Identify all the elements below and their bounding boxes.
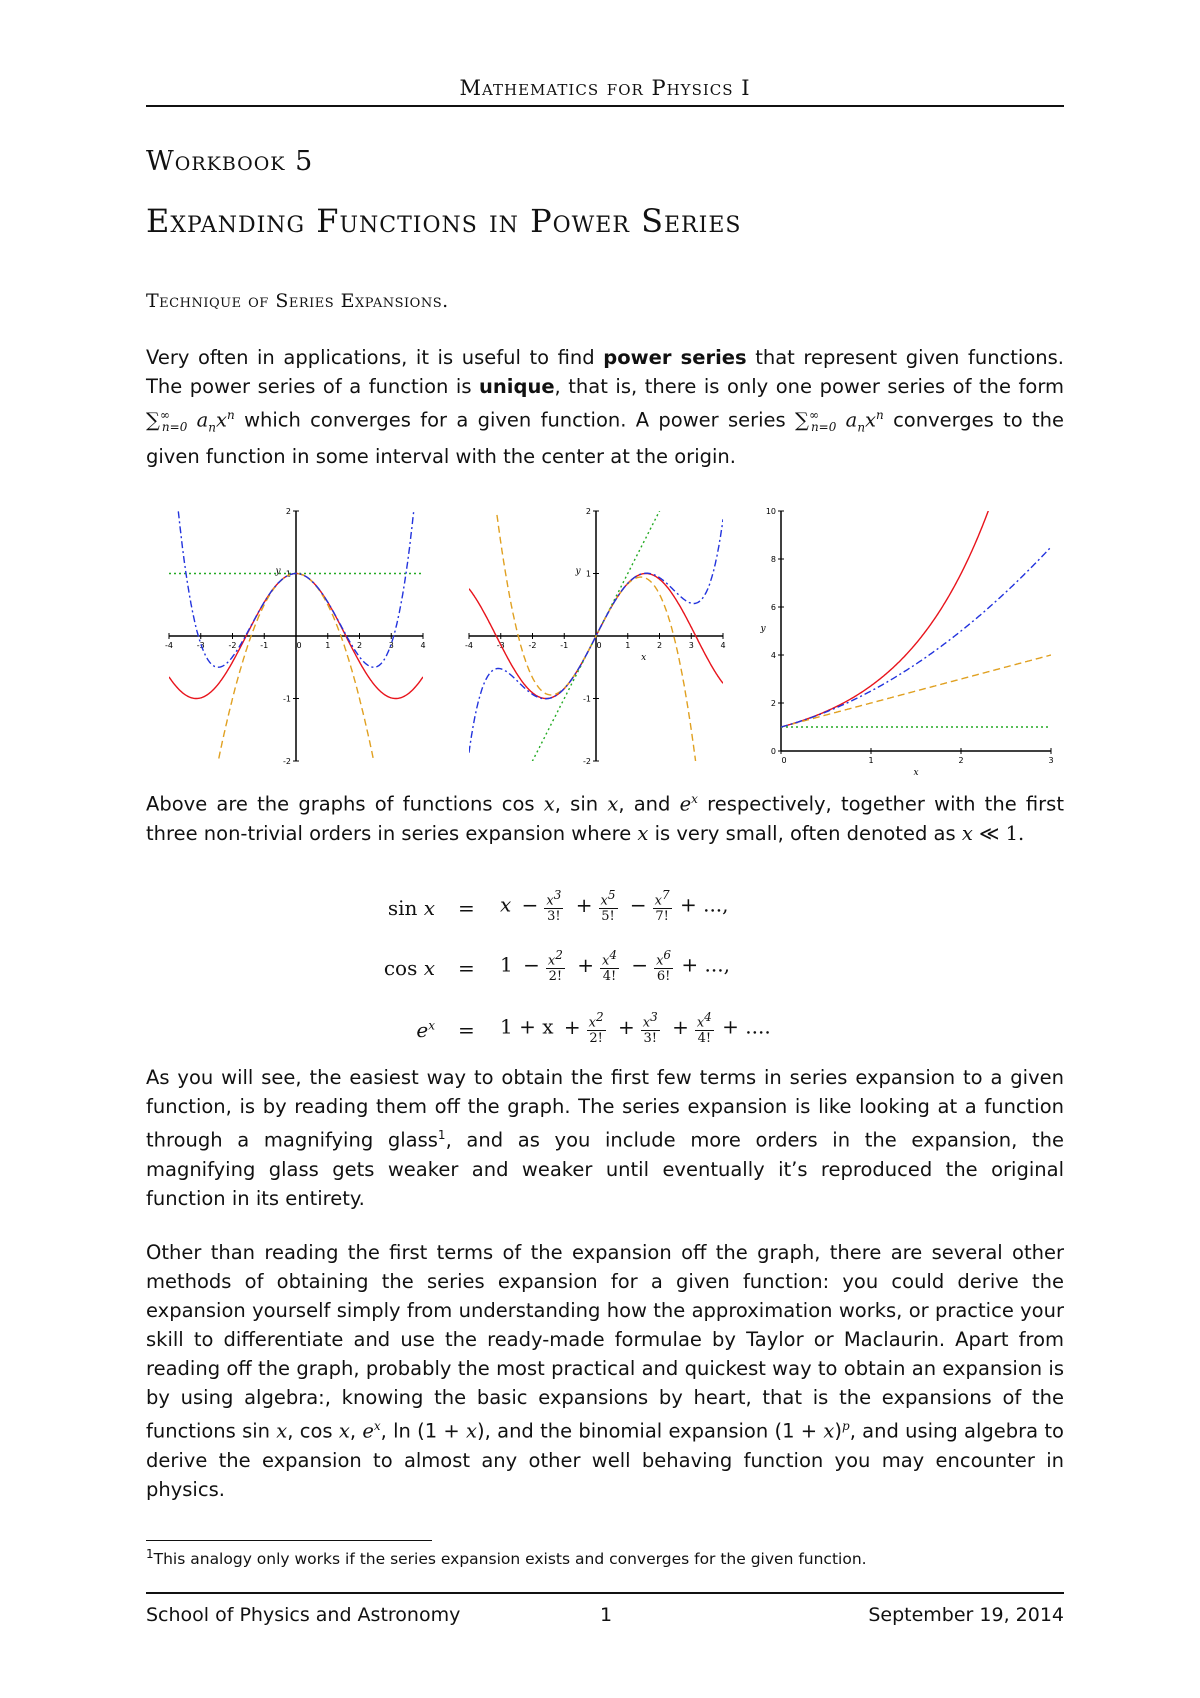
x-tick-label: -2 [228,641,237,650]
y-tick-label: 0 [770,747,776,756]
equation-rhs: 1 − $\frac{x^2}{2!}$ + $\frac{x^4}{4!}$ − $\frac{x^6}{6!}$ + ..., [500,948,730,985]
series-line [781,655,1051,727]
page-title: Expanding Functions in Power Series [146,202,742,240]
equation-exp: $e^x$ = 1 + x + $\frac{x^2}{2!}$ + $\frac{x^3}{3!}$ + $\frac{x^4}{4!}$ + .... [416,1010,771,1047]
y-tick-label: -2 [283,757,291,766]
y-tick-label: -1 [283,694,291,704]
footer-rule [146,1592,1064,1594]
y-tick-label: 1 [585,569,591,579]
x-tick-label: -3 [196,641,205,650]
equation-rhs: x − $\frac{x^3}{3!}$ + $\frac{x^5}{5!}$ − $\frac{x^7}{7!}$ + ..., [500,888,729,925]
x-tick-label: 1 [868,756,874,765]
x-tick-label: 3 [1048,756,1054,765]
x-tick-label: -2 [528,641,537,650]
x-tick-label: 1 [325,641,331,650]
y-tick-label: 8 [770,555,776,564]
cos-graph [161,505,441,775]
x-tick-label: 3 [388,641,394,650]
y-tick-label: 2 [285,507,291,516]
x-tick-label: 3 [688,641,694,650]
x-tick-label: 4 [420,641,426,650]
y-tick-label: 4 [770,651,776,660]
paragraph-magnifying-glass: As you will see, the easiest way to obtain the first few terms in series expansion to a given function, is by reading them off the graph. The series expansion is like looking at a function through a magnifying glass$^1$, and as you include more orders in the expansion, the magnifying glass gets weaker and weaker until eventually it’s reproduced the original function in its entirety. [146,1066,1064,1210]
footer-date: September 19, 2014 [868,1604,1064,1626]
x-tick-label: 1 [625,641,631,650]
x-axis-label: x [913,768,919,778]
y-tick-label: 2 [770,699,776,708]
y-tick-label: 2 [585,507,591,516]
x-axis-label: x [641,653,647,663]
workbook-label: Workbook 5 [146,146,314,177]
x-tick-label: -4 [165,641,173,650]
y-axis-label: y [575,566,581,577]
equation-sin: sin x = x − $\frac{x^3}{3!}$ + $\frac{x^5}{5!}$ − $\frac{x^7}{7!}$ + ..., [387,888,729,925]
running-head: Mathematics for Physics I [459,76,751,100]
footer-institution: School of Physics and Astronomy [146,1604,461,1626]
x-tick-label: -4 [465,641,473,650]
x-tick-label: 0 [781,756,787,765]
x-tick-label: 4 [720,641,726,650]
header-rule [146,105,1064,107]
equation-rhs: 1 + x + $\frac{x^2}{2!}$ + $\frac{x^3}{3!}$ + $\frac{x^4}{4!}$ + .... [500,1010,771,1047]
paragraph-methods: Other than reading the first terms of the expansion off the graph, there are several other methods of obtaining the series expansion for a given function: you could derive the expansion yourself simply from understanding how the approximation works, or practice your skill to differentiate and use the ready-made formulae by Taylor or Maclaurin. Apart from reading off the graph, probably the most practical and quickest way to obtain an expansion is by using algebra:, knowing the basic expansions by heart, that is the expansions of the functions sin x, cos x, $e^x$, ln (1 + x), and the binomial expansion $(1 + x)^p$, and using algebra to derive the expansion to almost any other well behaving function you may encounter in physics. [146,1241,1064,1501]
series-line [781,547,1051,727]
exp-graph [760,505,1061,778]
x-tick-label: 2 [958,756,964,765]
x-tick-label: 0 [296,641,302,650]
y-tick-label: -1 [583,694,591,704]
y-axis-label: y [275,566,281,577]
equation-cos: cos x = 1 − $\frac{x^2}{2!}$ + $\frac{x^4}{4!}$ − $\frac{x^6}{6!}$ + ..., [383,948,730,985]
y-tick-label: -2 [583,757,591,766]
graph-caption: Above are the graphs of functions cos x, sin x, and $e^x$ respectively, together with the first three non-trivial orders in series expansion where x is very small, often denoted as x ≪ 1. [146,792,1064,845]
y-tick-label: 10 [765,507,776,516]
x-tick-label: -1 [560,641,569,650]
y-tick-label: 1 [285,569,291,579]
x-tick-label: 0 [596,641,602,650]
x-tick-label: 2 [656,641,663,650]
x-tick-label: -1 [260,641,269,650]
footnote-rule [146,1540,432,1541]
y-tick-label: 6 [770,603,776,612]
page-number: 1 [600,1604,613,1626]
x-tick-label: -3 [496,641,505,650]
footnote: $^1$This analogy only works if the series expansion exists and converges for the given function. [146,1547,867,1569]
section-heading: Technique of Series Expansions. [146,290,449,312]
x-tick-label: 2 [356,641,363,650]
intro-paragraph: Very often in applications, it is useful to find power series that represent given functions. The power series of a function is unique, that is, there is only one power series of the form $\sum^\infty_{n=0}$ $a_nx^n$ which converges for a given function. A power series $\sum^\infty_{n=0}$ $a_nx^n$ converges to the given function in some interval with the center at the origin. [146,346,1065,469]
y-axis-label: y [760,624,766,634]
sin-graph [461,505,741,775]
